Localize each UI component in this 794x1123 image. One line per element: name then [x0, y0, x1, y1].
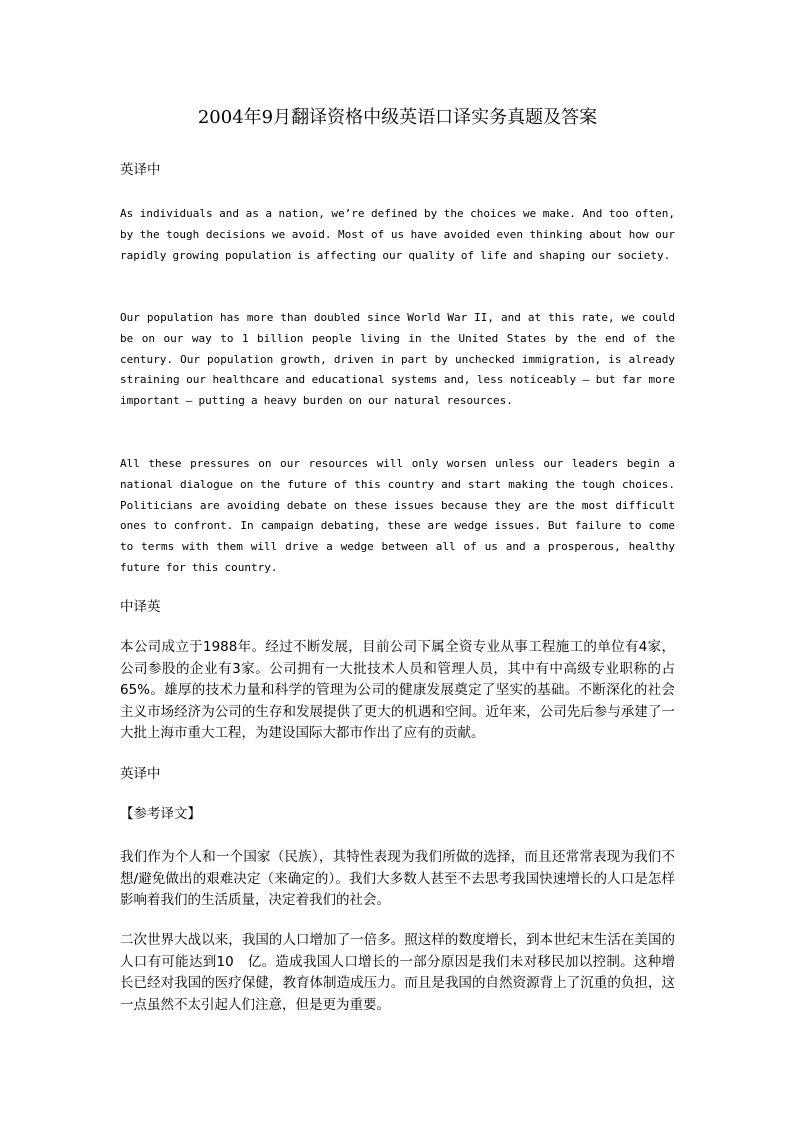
reference-translation-label: 【参考译文】	[120, 806, 201, 822]
english-paragraph-2: Our population has more than doubled since World War II, and at this rate, we could be on our way to 1 billion people living in the United States by the end of the century. Our population growth, driven in part by unchecked immigration, is already straining our healthcare and educational systems and, less noticeably — but far more important — putting a heavy burden on our natural resources.	[120, 311, 675, 408]
chinese-translation-paragraph-2: 二次世界大战以来，我国的人口增加了一倍多。照这样的数度增长，到本世纪末生活在美国的人口有可能达到10 亿。造成我国人口增长的一部分原因是我们未对移民加以控制。这种增长已经对我国的医疗保健，教育体制造成压力。而且是我国的自然资源背上了沉重的负担，这一点虽然不太引起人们注意，但是更为重要。	[120, 932, 675, 1013]
english-paragraph-3: All these pressures on our resources will only worsen unless our leaders begin a national dialogue on the future of this country and start making the tough choices. Politicians are avoiding debate on these issues because they are the most difficult ones to confront. In campaign debating, these are wedge issues. But failure to come to terms with them will drive a wedge between all of us and a prosperous, healthy future for this country.	[120, 457, 675, 574]
section-heading-en-to-zh: 英译中	[120, 162, 161, 178]
chinese-source-paragraph: 本公司成立于1988年。经过不断发展，目前公司下属全资专业从事工程施工的单位有4家，公司参股的企业有3家。公司拥有一大批技术人员和管理人员，其中有中高级专业职称的占65%。雄厚的技术力量和科学的管理为公司的健康发展奠定了坚实的基础。不断深化的社会主义市场经济为公司的生存和发展提供了更大的机遇和空间。近年来，公司先后参与承建了一大批上海市重大工程，为建设国际大都市作出了应有的贡献。	[120, 639, 675, 742]
answer-section-heading: 英译中	[120, 766, 161, 782]
document-title: 2004年9月翻译资格中级英语口译实务真题及答案	[197, 107, 598, 128]
chinese-translation-paragraph-1: 我们作为个人和一个国家（民族），其特性表现为我们所做的选择，而且还常常表现为我们不想/避免做出的艰难决定（来确定的）。我们大多数人甚至不去思考我国快速增长的人口是怎样影响着我们的生活质量，决定着我们的社会。	[120, 849, 675, 909]
section-heading-zh-to-en: 中译英	[120, 599, 161, 615]
english-paragraph-1: As individuals and as a nation, we’re defined by the choices we make. And too often, by the tough decisions we avoid. Most of us have avoided even thinking about how our rapidly growing population is affecting our quality of life and shaping our society.	[120, 207, 675, 262]
